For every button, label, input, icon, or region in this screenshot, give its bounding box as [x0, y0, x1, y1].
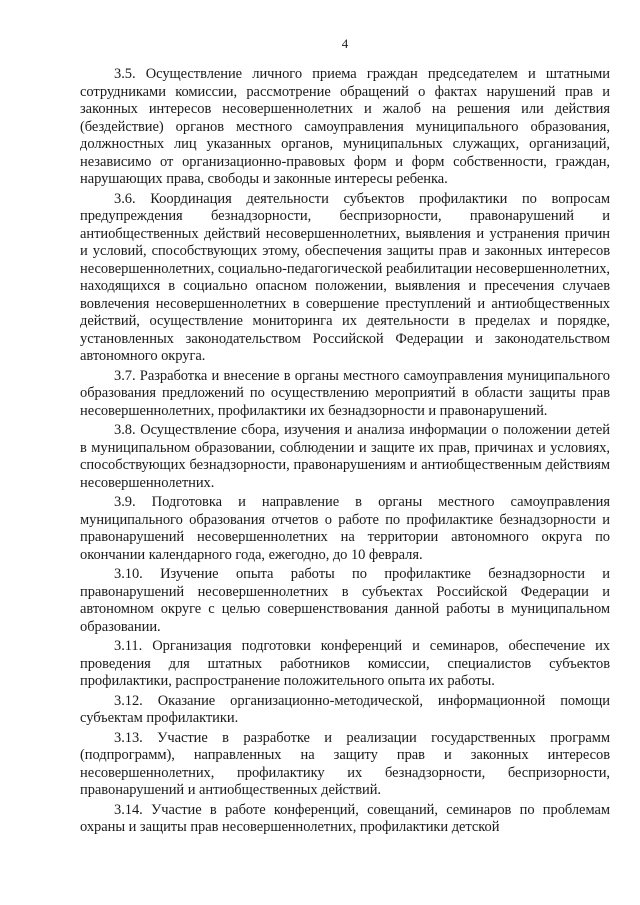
- paragraph-3-5: 3.5. Осуществление личного приема граждан председателем и штатными сотрудниками комиссии, рассмотрение обращений о фактах нарушений прав и законных интересов несовершеннолетних и жалоб на решения или действия (бездействие) органов местного самоуправления муниципального образования, должностных лиц указанных органов, муниципальных служащих, организаций, независимо от организационно-правовых форм и форм собственности, граждан, нарушающих права, свободы и законные интересы ребенка.: [80, 66, 610, 187]
- paragraph-3-8: 3.8. Осуществление сбора, изучения и анализа информации о положении детей в муниципальном образовании, соблюдении и защите их прав, причинах и условиях, способствующих безнадзорности, правонарушениям и антиобщественным действиям несовершеннолетних.: [80, 422, 610, 491]
- paragraph-3-12: 3.12. Оказание организационно-методической, информационной помощи субъектам профилактики.: [80, 692, 610, 726]
- paragraph-3-6: 3.6. Координация деятельности субъектов профилактики по вопросам предупреждения безнадзорности, беспризорности, правонарушений и антиобщественных действий несовершеннолетних, выявления и устранения причин и условий, способствующих этому, обеспечения защиты прав и законных интересов несовершеннолетних, социально-педагогической реабилитации несовершеннолетних, находящихся в социально опасном положении, выявления и пресечения случаев вовлечения несовершеннолетних в совершение преступлений и антиобщественных действий, осуществление мониторинга их деятельности в пределах и порядке, установленных законодательством Российской Федерации и законодательством автономного округа.: [80, 190, 610, 364]
- paragraph-3-10: 3.10. Изучение опыта работы по профилактике безнадзорности и правонарушений несовершеннолетних в субъектах Российской Федерации и автономном округе с целью совершенствования данной работы в муниципальном образовании.: [80, 566, 610, 635]
- paragraph-3-13: 3.13. Участие в разработке и реализации государственных программ (подпрограмм), направленных на защиту прав и законных интересов несовершеннолетних, профилактику их безнадзорности, беспризорности, правонарушений и антиобщественных действий.: [80, 729, 610, 798]
- page-number: 4: [341, 36, 349, 51]
- paragraph-3-7: 3.7. Разработка и внесение в органы местного самоуправления муниципального образования предложений по осуществлению мероприятий в области защиты прав несовершеннолетних, профилактики их безнадзорности и правонарушений.: [80, 367, 610, 419]
- paragraph-3-11: 3.11. Организация подготовки конференций и семинаров, обеспечение их проведения для штатных работников комиссии, специалистов субъектов профилактики, распространение положительного опыта их работы.: [80, 638, 610, 689]
- paragraph-3-9: 3.9. Подготовка и направление в органы местного самоуправления муниципального образования отчетов о работе по профилактике безнадзорности и правонарушений несовершеннолетних на территории автономного округа по окончании календарного года, ежегодно, до 10 февраля.: [80, 494, 610, 563]
- document-body: [80, 66, 610, 839]
- paragraph-3-14: 3.14. Участие в работе конференций, совещаний, семинаров по проблемам охраны и защиты прав несовершеннолетних, профилактики детской: [80, 801, 610, 835]
